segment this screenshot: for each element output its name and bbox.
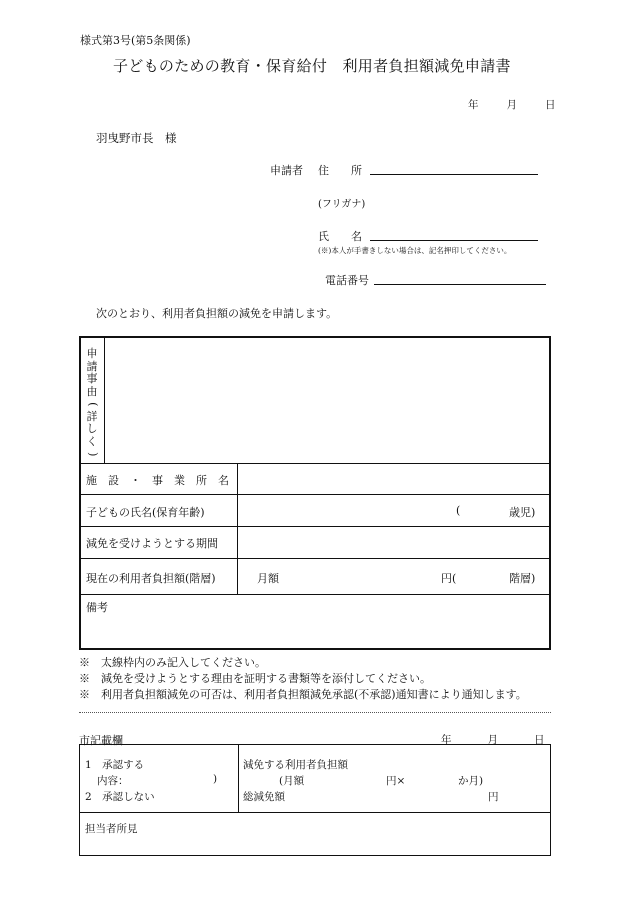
note-item: ※ 利用者負担額減免の可否は、利用者負担額減免承認(不承認)通知書により通知します。	[79, 688, 527, 701]
furigana-label: (フリガナ)	[318, 199, 366, 210]
total-reduction-label: 総減免額	[243, 791, 285, 803]
reason-label-char: 申	[86, 347, 98, 360]
row-divider	[81, 494, 551, 495]
date-month-label: 月	[506, 99, 517, 111]
reason-label-char: 事	[86, 372, 98, 385]
row-divider	[81, 526, 551, 527]
page-title: 子どものための教育・保育給付 利用者負担額減免申請書	[113, 57, 511, 75]
period-label: 減免を受けようとする期間	[86, 537, 218, 550]
content-paren: )	[213, 773, 218, 785]
name-label: 氏 名	[318, 230, 362, 243]
reason-input[interactable]	[107, 340, 547, 460]
reason-label-char: 請	[86, 359, 98, 373]
tier-suffix: 階層)	[509, 572, 536, 585]
office-date-year: 年	[441, 734, 452, 746]
office-column-divider	[238, 745, 239, 812]
office-use-table	[79, 744, 551, 856]
content-label: 内容：	[97, 775, 129, 787]
remarks-label: 備考	[86, 601, 108, 614]
phone-label: 電話番号	[325, 274, 369, 287]
child-age-suffix: 歳児)	[509, 506, 536, 519]
current-burden-label: 現在の利用者負担額(階層)	[86, 572, 216, 585]
reduction-yen-times: 円×	[386, 775, 406, 787]
officer-opinion-label: 担当者所見	[85, 823, 138, 835]
office-row-divider	[80, 812, 550, 813]
reason-divider	[104, 338, 105, 463]
note-item: ※ 太線枠内のみ記入してください。	[79, 656, 266, 669]
date-day-label: 日	[545, 99, 556, 111]
application-statement: 次のとおり、利用者負担額の減免を申請します。	[96, 307, 338, 320]
label-column-divider	[237, 463, 238, 594]
note-item: ※ 減免を受けようとする理由を証明する書類等を添付してください。	[79, 672, 431, 685]
child-name-label: 子どもの氏名(保育年齢)	[86, 506, 205, 519]
applicant-label: 申請者	[270, 164, 303, 177]
name-field[interactable]	[370, 228, 538, 241]
facility-label: 施 設 ・ 事 業 所 名	[86, 474, 229, 487]
reject-option: 2 承認しない	[85, 791, 155, 803]
reason-label-char: し	[86, 422, 98, 435]
application-date	[468, 97, 556, 112]
cut-line-divider	[79, 712, 551, 713]
reduction-monthly: (月額	[279, 775, 305, 787]
row-divider	[81, 594, 551, 595]
seal-note: (※)本人が手書きしない場合は、記名押印してください。	[318, 246, 512, 255]
reason-label-char: 由	[86, 384, 98, 398]
approve-option: 1 承認する	[85, 759, 145, 771]
total-reduction-yen: 円	[488, 791, 499, 803]
reason-label-char: )	[86, 452, 100, 457]
application-form-table	[79, 336, 551, 650]
reason-label-char: 詳	[86, 409, 98, 423]
child-age-paren: (	[456, 504, 461, 517]
monthly-label: 月額	[257, 572, 279, 585]
office-date-day: 日	[534, 734, 545, 746]
reason-label-char: (	[86, 402, 100, 407]
reduction-label: 減免する利用者負担額	[243, 759, 348, 771]
reason-label-char: く	[86, 434, 98, 448]
addressee: 羽曳野市長 様	[96, 131, 177, 145]
reason-label	[86, 348, 98, 461]
period-input[interactable]	[241, 529, 547, 556]
phone-field[interactable]	[374, 272, 546, 285]
row-divider	[81, 463, 551, 464]
remarks-input[interactable]	[121, 600, 545, 644]
address-label: 住 所	[318, 164, 362, 177]
office-use-label: 市記載欄	[79, 734, 123, 747]
form-number: 様式第3号(第5条関係)	[80, 34, 191, 47]
row-divider	[81, 558, 551, 559]
reduction-months: か月)	[458, 775, 484, 787]
address-field[interactable]	[370, 162, 538, 175]
office-date-month: 月	[487, 734, 498, 746]
facility-input[interactable]	[241, 466, 547, 492]
yen-paren: 円(	[441, 572, 457, 585]
date-year-label: 年	[468, 99, 479, 111]
